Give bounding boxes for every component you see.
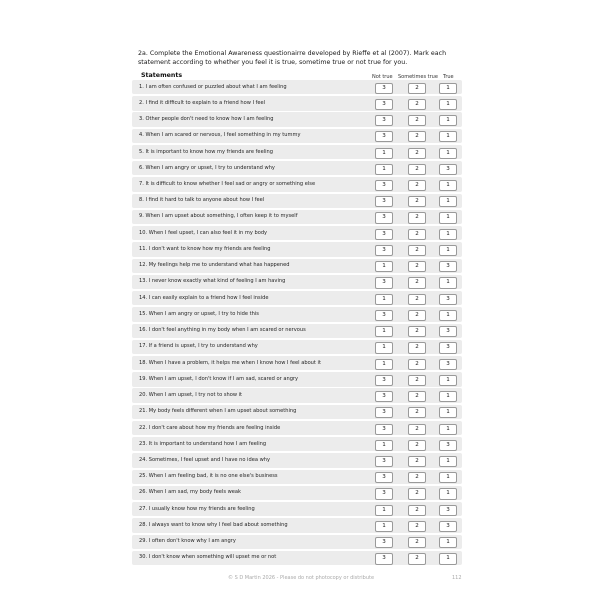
sometimes-true-box[interactable]: 2 <box>408 277 426 288</box>
true-box[interactable]: 1 <box>439 375 457 386</box>
statement-text: 5. It is important to know how my friends are feeling <box>139 148 273 155</box>
statement-row <box>132 129 462 143</box>
true-box[interactable]: 3 <box>439 261 457 272</box>
sometimes-true-box[interactable]: 2 <box>408 472 426 483</box>
true-box[interactable]: 1 <box>439 83 457 94</box>
true-box[interactable]: 1 <box>439 196 457 207</box>
not-true-box[interactable]: 3 <box>375 229 393 240</box>
true-box[interactable]: 1 <box>439 310 457 321</box>
true-box[interactable]: 1 <box>439 212 457 223</box>
not-true-box[interactable]: 1 <box>375 342 393 353</box>
sometimes-true-box[interactable]: 2 <box>408 537 426 548</box>
not-true-box[interactable]: 1 <box>375 164 393 175</box>
not-true-column-header: Not true <box>372 74 393 80</box>
not-true-box[interactable]: 3 <box>375 115 393 126</box>
statement-row <box>132 405 462 419</box>
true-box[interactable]: 1 <box>439 245 457 256</box>
statement-text: 6. When I am angry or upset, I try to understand why <box>139 164 275 171</box>
true-box[interactable]: 1 <box>439 472 457 483</box>
not-true-box[interactable]: 1 <box>375 505 393 516</box>
sometimes-true-box[interactable]: 2 <box>408 164 426 175</box>
statement-text: 24. Sometimes, I feel upset and I have no idea why <box>139 456 270 463</box>
statement-row <box>132 275 462 289</box>
true-box[interactable]: 3 <box>439 294 457 305</box>
sometimes-true-box[interactable]: 2 <box>408 115 426 126</box>
statement-text: 23. It is important to understand how I am feeling <box>139 440 267 447</box>
statement-text: 12. My feelings help me to understand what has happened <box>139 262 290 269</box>
statement-text: 10. When I feel upset, I can also feel it in my body <box>139 229 268 236</box>
sometimes-true-box[interactable]: 2 <box>408 521 426 532</box>
not-true-box[interactable]: 1 <box>375 294 393 305</box>
true-box[interactable]: 3 <box>439 521 457 532</box>
sometimes-true-box[interactable]: 2 <box>408 261 426 272</box>
sometimes-true-box[interactable]: 2 <box>408 342 426 353</box>
not-true-box[interactable]: 3 <box>375 83 393 94</box>
true-box[interactable]: 1 <box>439 277 457 288</box>
sometimes-true-box[interactable]: 2 <box>408 488 426 499</box>
true-box[interactable]: 3 <box>439 505 457 516</box>
statement-row <box>132 388 462 402</box>
statement-row <box>132 486 462 500</box>
not-true-box[interactable]: 1 <box>375 440 393 451</box>
statement-row <box>132 470 462 484</box>
statement-row <box>132 453 462 467</box>
true-box[interactable]: 1 <box>439 407 457 418</box>
not-true-box[interactable]: 3 <box>375 180 393 191</box>
sometimes-true-box[interactable]: 2 <box>408 229 426 240</box>
not-true-box[interactable]: 1 <box>375 521 393 532</box>
sometimes-true-box[interactable]: 2 <box>408 180 426 191</box>
statement-row <box>132 96 462 110</box>
not-true-box[interactable]: 1 <box>375 359 393 370</box>
page-number: 112 <box>452 575 462 581</box>
statement-text: 7. It is difficult to know whether I feel sad or angry or something else <box>139 181 316 187</box>
statement-text: 27. I usually know how my friends are feeling <box>139 505 255 512</box>
not-true-box[interactable]: 3 <box>375 277 393 288</box>
true-box[interactable]: 1 <box>439 424 457 435</box>
true-box[interactable]: 1 <box>439 229 457 240</box>
true-box[interactable]: 1 <box>439 391 457 402</box>
sometimes-true-box[interactable]: 2 <box>408 99 426 110</box>
statement-row <box>132 372 462 386</box>
sometimes-true-box[interactable]: 2 <box>408 505 426 516</box>
statement-text: 30. I don't know when something will upset me or not <box>139 554 277 561</box>
statement-row <box>132 551 462 565</box>
statement-text: 18. When I have a problem, it helps me when I know how I feel about it <box>139 359 321 366</box>
not-true-box[interactable]: 3 <box>375 310 393 321</box>
statement-text: 1. I am often confused or puzzled about what I am feeling <box>139 83 287 90</box>
statement-row <box>132 340 462 354</box>
sometimes-true-box[interactable]: 2 <box>408 131 426 142</box>
statement-text: 9. When I am upset about something, I often keep it to myself <box>139 213 298 220</box>
statement-text: 22. I don't care about how my friends are feeling inside <box>139 424 281 431</box>
sometimes-true-box[interactable]: 2 <box>408 359 426 370</box>
not-true-box[interactable]: 3 <box>375 196 393 207</box>
statement-text: 4. When I am scared or nervous, I feel something in my tummy <box>139 132 301 139</box>
sometimes-true-box[interactable]: 2 <box>408 245 426 256</box>
statement-text: 11. I don't want to know how my friends are feeling <box>139 245 271 252</box>
statement-text: 3. Other people don't need to know how I am feeling <box>139 116 274 123</box>
true-box[interactable]: 1 <box>439 115 457 126</box>
true-box[interactable]: 1 <box>439 180 457 191</box>
statement-text: 21. My body feels different when I am upset about something <box>139 408 297 415</box>
statement-text: 17. If a friend is upset, I try to understand why <box>139 343 258 350</box>
true-box[interactable]: 3 <box>439 359 457 370</box>
true-box[interactable]: 1 <box>439 148 457 159</box>
not-true-box[interactable]: 1 <box>375 148 393 159</box>
not-true-box[interactable]: 3 <box>375 245 393 256</box>
statement-row <box>132 437 462 451</box>
sometimes-true-box[interactable]: 2 <box>408 148 426 159</box>
statement-row <box>132 161 462 175</box>
sometimes-true-box[interactable]: 2 <box>408 407 426 418</box>
statement-text: 2. I find it difficult to explain to a friend how I feel <box>139 99 266 106</box>
statement-text: 14. I can easily explain to a friend how I feel inside <box>139 294 269 301</box>
not-true-box[interactable]: 3 <box>375 391 393 402</box>
questionnaire-heading: 2a. Complete the Emotional Awareness questionairre developed by Rieffe et al (2007). Mark each statement according to whether you feel it is true, sometime true or not true for you. <box>138 50 447 66</box>
statement-row <box>132 177 462 191</box>
statement-text: 28. I always want to know why I feel bad about something <box>139 521 288 528</box>
statement-row <box>132 518 462 532</box>
true-box[interactable]: 1 <box>439 537 457 548</box>
statement-row <box>132 242 462 256</box>
statement-row <box>132 259 462 273</box>
true-box[interactable]: 1 <box>439 456 457 467</box>
statement-row <box>132 226 462 240</box>
not-true-box[interactable]: 3 <box>375 537 393 548</box>
sometimes-true-box[interactable]: 2 <box>408 424 426 435</box>
not-true-box[interactable]: 3 <box>375 553 393 564</box>
sometimes-true-box[interactable]: 2 <box>408 212 426 223</box>
statement-row <box>132 194 462 208</box>
statement-text: 13. I never know exactly what kind of feeling I am having <box>139 278 286 285</box>
statements-table <box>132 80 462 567</box>
statement-text: 26. When I am sad, my body feels weak <box>139 489 241 496</box>
statement-text: 29. I often don't know why I am angry <box>139 538 236 545</box>
true-box[interactable]: 1 <box>439 131 457 142</box>
statement-row <box>132 80 462 94</box>
true-box[interactable]: 1 <box>439 553 457 564</box>
statement-row <box>132 145 462 159</box>
copyright-footer: © S D Martin 2026 - Please do not photocopy or distribute <box>228 575 375 581</box>
statement-text: 8. I find it hard to talk to anyone about how I feel <box>139 197 265 204</box>
statement-text: 16. I don't feel anything in my body when I am scared or nervous <box>139 327 306 334</box>
true-box[interactable]: 3 <box>439 326 457 337</box>
sometimes-true-box[interactable]: 2 <box>408 310 426 321</box>
not-true-box[interactable]: 3 <box>375 99 393 110</box>
true-box[interactable]: 3 <box>439 440 457 451</box>
statement-row <box>132 502 462 516</box>
not-true-box[interactable]: 3 <box>375 488 393 499</box>
statement-row <box>132 535 462 549</box>
statement-text: 25. When I am feeling bad, it is no one else's business <box>139 473 278 480</box>
not-true-box[interactable]: 1 <box>375 326 393 337</box>
true-box[interactable]: 3 <box>439 342 457 353</box>
sometimes-true-column-header: Sometimes true <box>398 74 438 80</box>
statement-text: 19. When I am upset, I don't know if I am sad, scared or angry <box>139 375 299 382</box>
not-true-box[interactable]: 1 <box>375 261 393 272</box>
true-box[interactable]: 1 <box>439 488 457 499</box>
not-true-box[interactable]: 3 <box>375 472 393 483</box>
not-true-box[interactable]: 3 <box>375 456 393 467</box>
statement-row <box>132 324 462 338</box>
sometimes-true-box[interactable]: 2 <box>408 196 426 207</box>
sometimes-true-box[interactable]: 2 <box>408 83 426 94</box>
not-true-box[interactable]: 3 <box>375 212 393 223</box>
sometimes-true-box[interactable]: 2 <box>408 440 426 451</box>
statement-text: 20. When I am upset, I try not to show it <box>139 392 243 399</box>
statements-column-header: Statements <box>141 72 183 79</box>
sometimes-true-box[interactable]: 2 <box>408 326 426 337</box>
statement-row <box>132 356 462 370</box>
sometimes-true-box[interactable]: 2 <box>408 553 426 564</box>
statement-row <box>132 112 462 126</box>
statement-row <box>132 291 462 305</box>
sometimes-true-box[interactable]: 2 <box>408 456 426 467</box>
sometimes-true-box[interactable]: 2 <box>408 391 426 402</box>
not-true-box[interactable]: 3 <box>375 424 393 435</box>
sometimes-true-box[interactable]: 2 <box>408 375 426 386</box>
true-box[interactable]: 3 <box>439 164 457 175</box>
statement-row <box>132 210 462 224</box>
not-true-box[interactable]: 3 <box>375 375 393 386</box>
statement-row <box>132 421 462 435</box>
true-column-header: True <box>443 74 454 80</box>
statement-row <box>132 307 462 321</box>
true-box[interactable]: 1 <box>439 99 457 110</box>
not-true-box[interactable]: 3 <box>375 131 393 142</box>
statement-text: 15. When I am angry or upset, I try to hide this <box>139 310 259 317</box>
sometimes-true-box[interactable]: 2 <box>408 294 426 305</box>
not-true-box[interactable]: 3 <box>375 407 393 418</box>
